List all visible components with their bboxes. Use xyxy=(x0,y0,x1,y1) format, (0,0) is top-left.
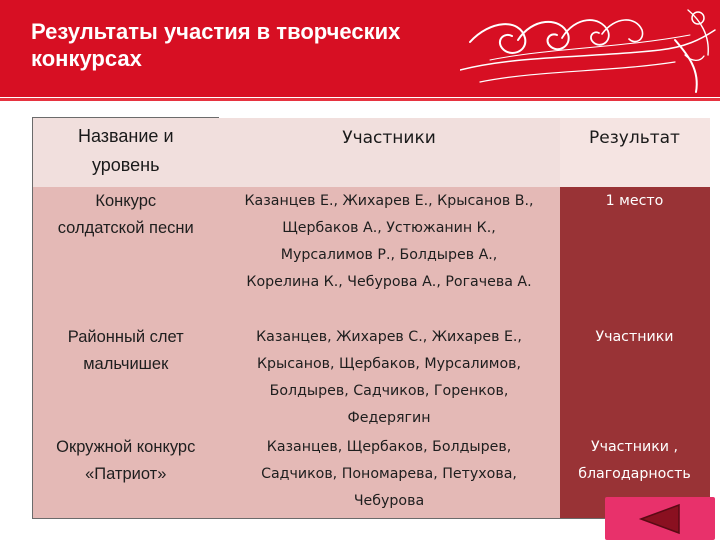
swirl-ornament-icon xyxy=(460,0,720,97)
header-cell-name: Название и уровень xyxy=(33,118,219,187)
header-cell-participants: Участники xyxy=(219,118,560,187)
header-cell-result: Результат xyxy=(560,118,710,187)
cell-result: 1 место xyxy=(560,187,710,321)
slide-header xyxy=(0,0,720,97)
results-table xyxy=(32,117,710,519)
cell-result: Участники xyxy=(560,321,710,434)
results-table-wrap xyxy=(32,117,710,519)
table-header-row xyxy=(33,118,710,187)
back-nav-button[interactable] xyxy=(605,497,715,540)
table-row xyxy=(33,321,710,434)
cell-participants: Казанцев Е., Жихарев Е., Крысанов В., Щербаков А., Устюжанин К., Мурсалимов Р., Болдырев А., Корелина К., Чебурова А., Рогачева А. xyxy=(219,187,560,321)
cell-name: Конкурс солдатской песни xyxy=(33,187,219,321)
cell-result: Участники , благодарность xyxy=(560,434,710,519)
slide-title: Результаты участия в творческих конкурсах xyxy=(31,19,401,71)
header-underline xyxy=(0,98,720,101)
cell-participants: Казанцев, Щербаков, Болдырев, Садчиков, Пономарева, Петухова, Чебурова xyxy=(219,434,560,519)
table-row xyxy=(33,187,710,321)
cell-name: Районный слет мальчишек xyxy=(33,321,219,434)
triangle-left-icon xyxy=(637,503,683,535)
cell-name: Окружной конкурс «Патриот» xyxy=(33,434,219,519)
cell-participants: Казанцев, Жихарев С., Жихарев Е., Крысанов, Щербаков, Мурсалимов, Болдырев, Садчиков, Горенков, Федерягин xyxy=(219,321,560,434)
